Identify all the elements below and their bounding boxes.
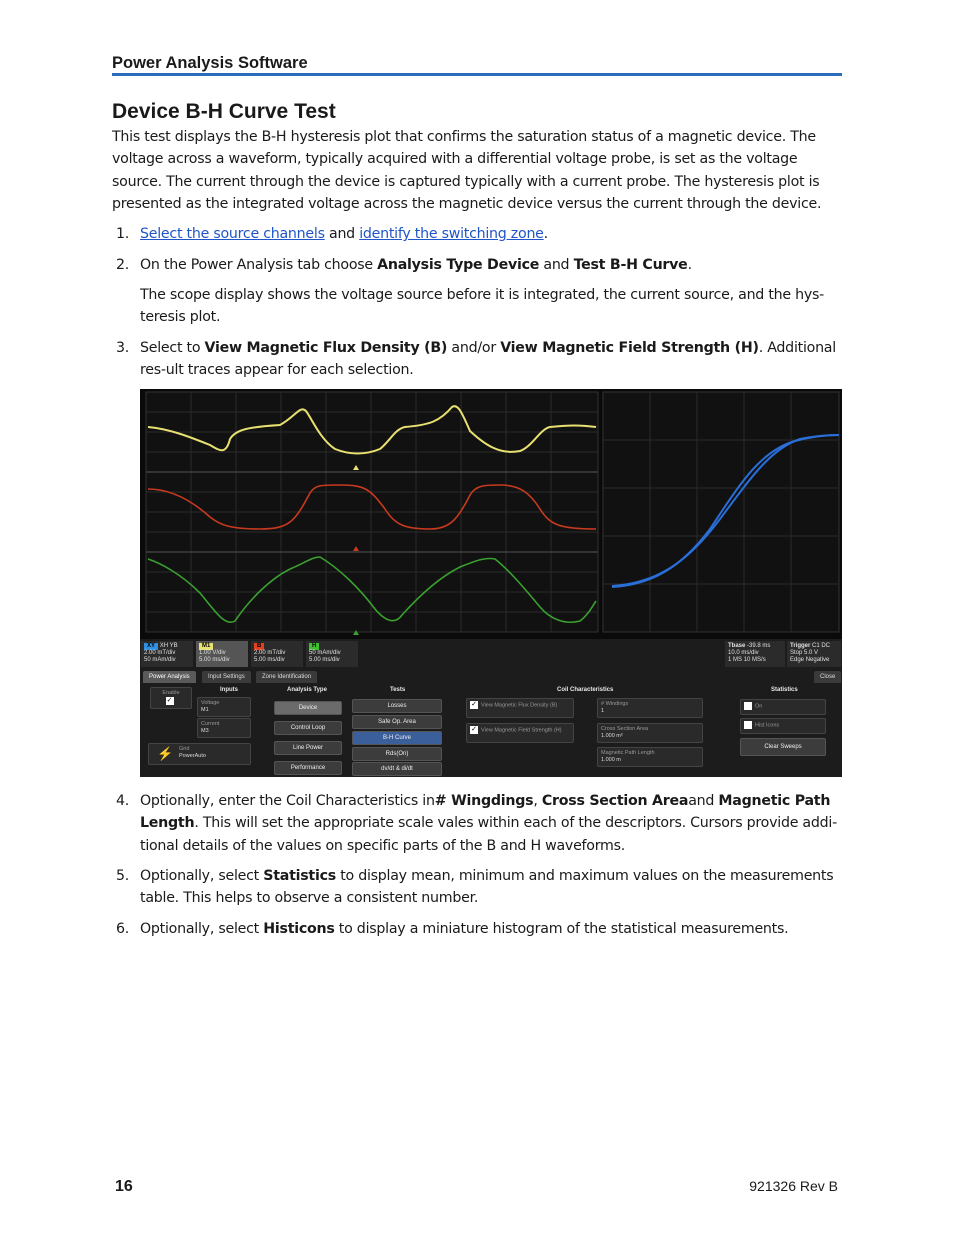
current-value: M3	[201, 728, 209, 734]
step-text-fragment: and/or	[447, 340, 501, 356]
trigger-type: Edge	[790, 657, 805, 663]
cross-section-area-value: 1.000 m²	[601, 733, 623, 739]
test-losses-button[interactable]: Losses	[352, 699, 442, 713]
step-text	[140, 223, 840, 245]
trigger-mode: Stop	[790, 650, 803, 656]
step-text	[140, 337, 840, 382]
trigger-channel: C1 DC	[812, 643, 831, 649]
document-code: 921326 Rev B	[749, 1178, 838, 1194]
view-flux-density-label: View Magnetic Flux Density (B)	[481, 702, 558, 709]
step-bold: Analysis Type Device	[377, 257, 540, 273]
section-title: Device B-H Curve Test	[112, 100, 336, 123]
step-text-fragment: Select to	[140, 340, 205, 356]
hist-icons-checkbox[interactable]	[740, 718, 826, 734]
channel-scale: 2.00 mT/div	[144, 650, 176, 656]
lightning-icon: ⚡	[157, 746, 174, 761]
test-dvdt-didt-button[interactable]: dv/dt & di/dt	[352, 762, 442, 776]
step-bold: Histicons	[263, 921, 335, 937]
channel-tile-h[interactable]	[306, 641, 358, 667]
step-bold: Test B-H Curve	[573, 257, 688, 273]
current-input[interactable]	[197, 718, 251, 738]
channel-tile-b[interactable]	[251, 641, 303, 667]
grid-value: PowerAuto	[179, 753, 206, 759]
channel-label: XH YB	[159, 643, 178, 649]
grid-input[interactable]	[148, 743, 251, 765]
channel-scale: 1.00 V/div	[199, 650, 226, 656]
analysis-control-loop-button[interactable]: Control Loop	[274, 721, 342, 735]
step-text-fragment: and	[688, 793, 719, 809]
step-bold: Magnetic Path Length	[140, 793, 831, 832]
windings-input[interactable]	[597, 698, 703, 718]
channel-tag: XY	[144, 643, 158, 650]
clear-sweeps-button[interactable]: Clear Sweeps	[740, 738, 826, 756]
current-label: Current	[201, 721, 220, 727]
analysis-performance-button[interactable]: Performance	[274, 761, 342, 775]
tests-title: Tests	[390, 687, 406, 693]
timebase-samples: 1 MS	[728, 657, 743, 663]
analysis-type-title: Analysis Type	[287, 687, 327, 693]
step-text	[140, 918, 840, 940]
channel-scale: 50 mAm/div	[144, 657, 176, 663]
checkbox-icon	[744, 721, 752, 729]
channel-scale: 50 mAm/div	[309, 650, 341, 656]
step-number: 5.	[116, 868, 130, 884]
channel-scale: 5.00 ms/div	[199, 657, 230, 663]
step-text-fragment: and	[539, 257, 574, 273]
scope-waveform-display	[140, 389, 842, 639]
step-bold: # Wingdings	[434, 793, 534, 809]
page-number: 16	[115, 1178, 133, 1195]
channel-scale: 5.00 ms/div	[309, 657, 340, 663]
trigger-slope: Negative	[805, 657, 830, 663]
cross-section-area-label: Cross Section Area	[601, 726, 649, 732]
checkbox-icon	[744, 702, 752, 710]
view-flux-density-checkbox[interactable]	[466, 698, 574, 718]
test-bh-curve-button[interactable]: B-H Curve	[352, 731, 442, 745]
channel-tag: M1	[199, 643, 213, 650]
magnetic-path-length-input[interactable]	[597, 747, 703, 767]
step-text-fragment: to display a miniature histogram of the statistical measurements.	[334, 921, 789, 937]
step-text-fragment: On the Power Analysis tab choose	[140, 257, 378, 273]
running-header: Power Analysis Software	[112, 54, 308, 72]
analysis-line-power-button[interactable]: Line Power	[274, 741, 342, 755]
select-source-channels-link[interactable]: Select the source channels	[140, 226, 325, 242]
step-text-fragment: . This will set the appropriate scale vales within each of the descriptors. Cursors provide addi-tional details of the values on specific parts of the B and H waveforms.	[140, 815, 837, 854]
step-text-fragment: .	[687, 257, 692, 273]
step-text-fragment: and	[324, 226, 360, 242]
statistics-on-label: On	[755, 703, 763, 710]
checkmark-icon: ✓	[166, 697, 173, 704]
windings-value: 1	[601, 708, 605, 714]
hist-icons-label: Hist Icons	[755, 722, 780, 729]
scope-screenshot	[140, 389, 842, 777]
channel-tile-xy[interactable]	[141, 641, 193, 667]
step-text-fragment: to display mean, minimum and maximum values on the measurements table. This helps to observe a consistent number.	[140, 868, 834, 907]
checkmark-icon: ✓	[471, 726, 477, 733]
trigger-tile[interactable]	[787, 641, 841, 667]
cross-section-area-input[interactable]	[597, 723, 703, 743]
analysis-device-button[interactable]: Device	[274, 701, 342, 715]
grid-label: Grid	[179, 746, 190, 752]
step-text-fragment: Optionally, enter the Coil Characteristics in	[140, 793, 435, 809]
voltage-input[interactable]	[197, 697, 251, 717]
step-bold: View Magnetic Field Strength (H)	[500, 340, 759, 356]
step-text-fragment: Optionally, select	[140, 921, 264, 937]
test-safe-op-area-button[interactable]: Safe Op. Area	[352, 715, 442, 729]
step-number: 3.	[116, 340, 130, 356]
statistics-on-checkbox[interactable]	[740, 699, 826, 715]
tab-zone-identification[interactable]: Zone Identification	[256, 671, 317, 683]
channel-tile-m1[interactable]	[196, 641, 248, 667]
coil-characteristics-title: Coil Characteristics	[557, 687, 614, 693]
channel-scale: 2.00 mT/div	[254, 650, 286, 656]
step-bold: Cross Section Area	[541, 793, 689, 809]
inputs-title: Inputs	[220, 687, 238, 693]
step-number: 4.	[116, 793, 130, 809]
channel-scale: 5.00 ms/div	[254, 657, 285, 663]
windings-label: # Windings	[601, 701, 629, 707]
step-text	[140, 254, 840, 276]
timebase-div: 10.0 ms/div	[728, 650, 759, 656]
step-number: 6.	[116, 921, 130, 937]
step-text	[140, 865, 840, 910]
timebase-rate: 10 MS/s	[743, 657, 766, 663]
step-text-fragment: . Additional res-ult traces appear for each selection.	[140, 340, 836, 379]
step-number: 1.	[116, 226, 130, 242]
checkmark-icon: ✓	[471, 701, 477, 708]
view-field-strength-checkbox[interactable]	[466, 723, 574, 743]
enable-toggle[interactable]	[150, 687, 192, 709]
step-bold: View Magnetic Flux Density (B)	[204, 340, 448, 356]
test-rds-on-button[interactable]: Rds(On)	[352, 747, 442, 761]
identify-switching-zone-link[interactable]: identify the switching zone	[359, 226, 544, 242]
magnetic-path-length-value: 1.000 m	[601, 757, 621, 763]
header-rule	[112, 73, 842, 76]
magnetic-path-length-label: Magnetic Path Length	[601, 750, 655, 756]
step-number: 2.	[116, 257, 130, 273]
channel-tag: B	[254, 643, 264, 650]
statistics-title: Statistics	[771, 687, 798, 693]
timebase-tile[interactable]	[725, 641, 785, 667]
enable-label: Enable	[162, 690, 180, 696]
timebase-offset: -39.8 ms	[747, 643, 771, 649]
step-text-fragment: Optionally, select	[140, 868, 264, 884]
tab-power-analysis[interactable]: Power Analysis	[143, 671, 196, 683]
channel-tag: H	[309, 643, 319, 650]
step-text-fragment: ,	[533, 793, 542, 809]
close-button[interactable]: Close	[814, 671, 841, 683]
step-text	[140, 790, 840, 857]
timebase-label: Tbase	[728, 643, 746, 649]
voltage-value: M1	[201, 707, 209, 713]
intro-paragraph: This test displays the B-H hysteresis plot that confirms the saturation status of a magnetic device. The voltage across a waveform, typically acquired with a differential voltage probe, is set as the voltage source. The current through the device is captured typically with a current probe. The hysteresis plot is presented as the integrated voltage across the magnetic device versus the current through the device.	[112, 129, 822, 213]
view-field-strength-label: View Magnetic Field Strength (H)	[481, 727, 562, 734]
step-note-text: The scope display shows the voltage source before it is integrated, the current source, and the hys-teresis plot.	[140, 287, 825, 326]
step-text-fragment: .	[543, 226, 548, 242]
trigger-label: Trigger	[790, 643, 811, 649]
tab-input-settings[interactable]: Input Settings	[202, 671, 251, 683]
trigger-level: 5.0 V	[804, 650, 819, 656]
voltage-label: Voltage	[201, 700, 220, 706]
step-bold: Statistics	[263, 868, 336, 884]
